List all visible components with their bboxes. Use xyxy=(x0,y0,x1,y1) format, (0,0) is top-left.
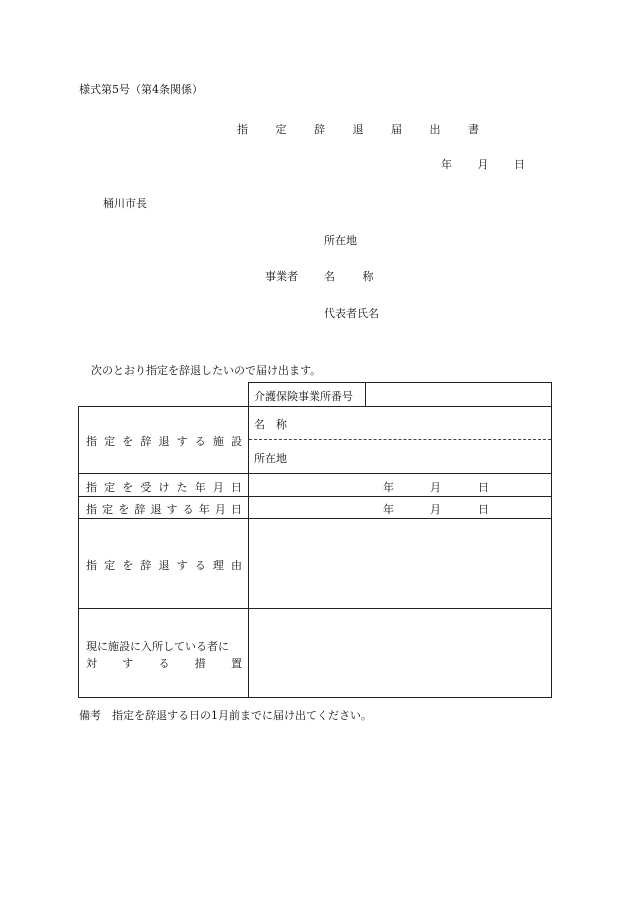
facility-location-label: 所在地 xyxy=(254,452,287,465)
table-border xyxy=(78,496,552,497)
facility-name-label: 名 称 xyxy=(254,418,287,431)
table-border xyxy=(551,382,552,698)
measures-label-line1: 現に施設に入所している者に xyxy=(86,640,229,653)
designation-year-label: 年 xyxy=(383,481,394,494)
facility-label: 指 定 を 辞 退 す る 施 設 xyxy=(86,435,242,448)
withdraw-month-label: 月 xyxy=(430,503,441,516)
withdraw-date-label: 指 定 を 辞 退 す る 年 月 日 xyxy=(86,503,242,516)
table-border xyxy=(78,406,79,698)
remarks-note: 備考 指定を辞退する日の1月前までに届け出てください。 xyxy=(79,709,372,722)
office-number-label: 介護保険事業所番号 xyxy=(254,390,353,403)
intro-text: 次のとおり指定を辞退したいので届け出ます。 xyxy=(91,364,322,377)
measures-field[interactable] xyxy=(254,614,546,692)
table-border xyxy=(78,518,552,519)
applicant-name-label: 名 称 xyxy=(324,270,386,283)
table-border xyxy=(78,473,552,474)
designation-date-label: 指 定 を 受 け た 年 月 日 xyxy=(86,481,242,494)
applicant-representative-label: 代表者氏名 xyxy=(324,307,379,320)
table-border xyxy=(78,697,552,698)
addressee: 桶川市長 xyxy=(103,197,147,210)
table-border xyxy=(365,382,366,406)
table-border xyxy=(78,406,552,407)
withdraw-year-label: 年 xyxy=(383,503,394,516)
office-number-field[interactable] xyxy=(370,388,546,402)
submission-date: 年 月 日 xyxy=(441,158,525,171)
measures-label-line2: 対 す る 措 置 xyxy=(86,657,242,670)
applicant-business-label: 事業者 xyxy=(265,270,298,283)
designation-day-label: 日 xyxy=(478,481,489,494)
reason-label: 指 定 を 辞 退 す る 理 由 xyxy=(86,559,242,572)
page-title: 指 定 辞 退 届 出 書 xyxy=(237,123,491,136)
designation-month-label: 月 xyxy=(430,481,441,494)
table-border xyxy=(78,608,552,609)
reason-field[interactable] xyxy=(254,524,546,602)
table-border xyxy=(248,382,552,383)
withdraw-day-label: 日 xyxy=(478,503,489,516)
applicant-location-label: 所在地 xyxy=(324,234,357,247)
table-border xyxy=(248,382,249,698)
facility-divider xyxy=(249,439,551,440)
form-number: 様式第5号（第4条関係） xyxy=(79,83,203,96)
